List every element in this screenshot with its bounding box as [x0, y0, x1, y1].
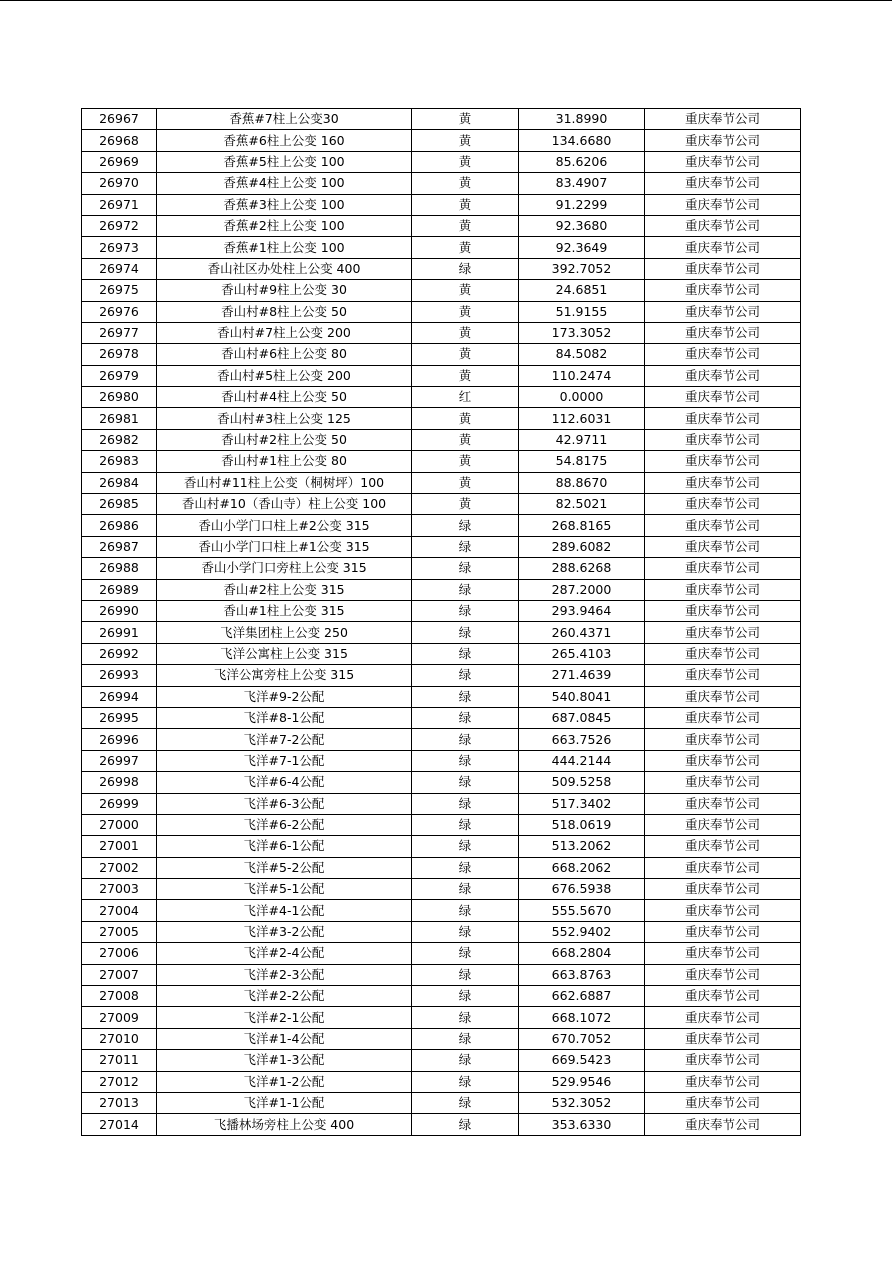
company-cell: 重庆奉节公司 [645, 857, 801, 878]
table-row [82, 173, 801, 194]
value-cell: 676.5938 [519, 879, 645, 900]
transformer-name-cell: 香蕉#7柱上公变30 [157, 109, 412, 130]
value-cell: 287.2000 [519, 579, 645, 600]
value-cell: 0.0000 [519, 387, 645, 408]
transformer-name-cell: 香山#1柱上公变 315 [157, 600, 412, 621]
row-id-cell: 26981 [82, 408, 157, 429]
company-cell: 重庆奉节公司 [645, 322, 801, 343]
status-level-cell: 黄 [412, 301, 519, 322]
table-row [82, 1028, 801, 1049]
value-cell: 555.5670 [519, 900, 645, 921]
transformer-name-cell: 香蕉#1柱上公变 100 [157, 237, 412, 258]
transformer-name-cell: 香山村#3柱上公变 125 [157, 408, 412, 429]
value-cell: 54.8175 [519, 451, 645, 472]
transformer-name-cell: 飞洋#7-1公配 [157, 750, 412, 771]
table-row [82, 322, 801, 343]
transformer-name-cell: 香山村#4柱上公变 50 [157, 387, 412, 408]
status-level-cell: 黄 [412, 215, 519, 236]
status-level-cell: 绿 [412, 558, 519, 579]
status-level-cell: 绿 [412, 515, 519, 536]
value-cell: 668.1072 [519, 1007, 645, 1028]
table-body [82, 109, 801, 1136]
transformer-name-cell: 飞洋#6-4公配 [157, 772, 412, 793]
status-level-cell: 黄 [412, 130, 519, 151]
company-cell: 重庆奉节公司 [645, 836, 801, 857]
value-cell: 134.6680 [519, 130, 645, 151]
company-cell: 重庆奉节公司 [645, 215, 801, 236]
value-cell: 51.9155 [519, 301, 645, 322]
table-row [82, 408, 801, 429]
status-level-cell: 黄 [412, 344, 519, 365]
row-id-cell: 27012 [82, 1071, 157, 1092]
table-row [82, 494, 801, 515]
transformer-name-cell: 飞洋#7-2公配 [157, 729, 412, 750]
table-row [82, 943, 801, 964]
transformer-name-cell: 飞洋#4-1公配 [157, 900, 412, 921]
table-row [82, 686, 801, 707]
company-cell: 重庆奉节公司 [645, 1050, 801, 1071]
company-cell: 重庆奉节公司 [645, 879, 801, 900]
row-id-cell: 27002 [82, 857, 157, 878]
table-row [82, 344, 801, 365]
row-id-cell: 26979 [82, 365, 157, 386]
status-level-cell: 黄 [412, 151, 519, 172]
table-row [82, 964, 801, 985]
row-id-cell: 26973 [82, 237, 157, 258]
table-row [82, 665, 801, 686]
row-id-cell: 26986 [82, 515, 157, 536]
company-cell: 重庆奉节公司 [645, 494, 801, 515]
table-row [82, 707, 801, 728]
row-id-cell: 27007 [82, 964, 157, 985]
transformer-name-cell: 香山村#1柱上公变 80 [157, 451, 412, 472]
transformer-name-cell: 飞洋#2-2公配 [157, 986, 412, 1007]
company-cell: 重庆奉节公司 [645, 729, 801, 750]
transformer-name-cell: 飞洋#5-2公配 [157, 857, 412, 878]
status-level-cell: 绿 [412, 1114, 519, 1135]
value-cell: 110.2474 [519, 365, 645, 386]
company-cell: 重庆奉节公司 [645, 301, 801, 322]
status-level-cell: 绿 [412, 536, 519, 557]
transformer-name-cell: 香蕉#5柱上公变 100 [157, 151, 412, 172]
transformer-name-cell: 飞洋#9-2公配 [157, 686, 412, 707]
row-id-cell: 26984 [82, 472, 157, 493]
row-id-cell: 26967 [82, 109, 157, 130]
table-row [82, 900, 801, 921]
table-row [82, 986, 801, 1007]
transformer-name-cell: 香山村#7柱上公变 200 [157, 322, 412, 343]
transformer-name-cell: 飞洋#2-1公配 [157, 1007, 412, 1028]
status-level-cell: 红 [412, 387, 519, 408]
transformer-name-cell: 香山村#6柱上公变 80 [157, 344, 412, 365]
table-row [82, 814, 801, 835]
transformer-name-cell: 飞洋#6-1公配 [157, 836, 412, 857]
company-cell: 重庆奉节公司 [645, 536, 801, 557]
transformer-name-cell: 香山小学门口柱上#2公变 315 [157, 515, 412, 536]
table-row [82, 258, 801, 279]
table-row [82, 643, 801, 664]
row-id-cell: 26996 [82, 729, 157, 750]
status-level-cell: 绿 [412, 258, 519, 279]
table-row [82, 1114, 801, 1135]
row-id-cell: 27010 [82, 1028, 157, 1049]
transformer-name-cell: 飞洋#2-4公配 [157, 943, 412, 964]
row-id-cell: 27011 [82, 1050, 157, 1071]
company-cell: 重庆奉节公司 [645, 793, 801, 814]
table-row [82, 622, 801, 643]
company-cell: 重庆奉节公司 [645, 194, 801, 215]
transformer-name-cell: 香山村#11柱上公变（桐树坪）100 [157, 472, 412, 493]
value-cell: 82.5021 [519, 494, 645, 515]
value-cell: 260.4371 [519, 622, 645, 643]
company-cell: 重庆奉节公司 [645, 1007, 801, 1028]
status-level-cell: 黄 [412, 429, 519, 450]
value-cell: 540.8041 [519, 686, 645, 707]
row-id-cell: 27003 [82, 879, 157, 900]
row-id-cell: 26995 [82, 707, 157, 728]
company-cell: 重庆奉节公司 [645, 237, 801, 258]
value-cell: 293.9464 [519, 600, 645, 621]
table-row [82, 793, 801, 814]
transformer-name-cell: 飞洋#5-1公配 [157, 879, 412, 900]
company-cell: 重庆奉节公司 [645, 387, 801, 408]
status-level-cell: 绿 [412, 879, 519, 900]
status-level-cell: 绿 [412, 900, 519, 921]
company-cell: 重庆奉节公司 [645, 750, 801, 771]
row-id-cell: 26969 [82, 151, 157, 172]
table-row [82, 194, 801, 215]
value-cell: 662.6887 [519, 986, 645, 1007]
status-level-cell: 绿 [412, 814, 519, 835]
transformer-name-cell: 香山小学门口柱上#1公变 315 [157, 536, 412, 557]
transformer-name-cell: 香山小学门口旁柱上公变 315 [157, 558, 412, 579]
table-row [82, 515, 801, 536]
company-cell: 重庆奉节公司 [645, 1092, 801, 1113]
value-cell: 513.2062 [519, 836, 645, 857]
row-id-cell: 26989 [82, 579, 157, 600]
transformer-name-cell: 飞洋#8-1公配 [157, 707, 412, 728]
table-row [82, 130, 801, 151]
value-cell: 24.6851 [519, 280, 645, 301]
company-cell: 重庆奉节公司 [645, 109, 801, 130]
value-cell: 518.0619 [519, 814, 645, 835]
table-row [82, 579, 801, 600]
row-id-cell: 26997 [82, 750, 157, 771]
value-cell: 663.8763 [519, 964, 645, 985]
status-level-cell: 黄 [412, 237, 519, 258]
company-cell: 重庆奉节公司 [645, 772, 801, 793]
status-level-cell: 绿 [412, 857, 519, 878]
row-id-cell: 26976 [82, 301, 157, 322]
value-cell: 288.6268 [519, 558, 645, 579]
value-cell: 663.7526 [519, 729, 645, 750]
company-cell: 重庆奉节公司 [645, 1114, 801, 1135]
row-id-cell: 26968 [82, 130, 157, 151]
value-cell: 687.0845 [519, 707, 645, 728]
row-id-cell: 27006 [82, 943, 157, 964]
transformer-name-cell: 飞洋#6-3公配 [157, 793, 412, 814]
company-cell: 重庆奉节公司 [645, 622, 801, 643]
status-level-cell: 黄 [412, 173, 519, 194]
value-cell: 668.2062 [519, 857, 645, 878]
status-level-cell: 绿 [412, 729, 519, 750]
transformer-name-cell: 香山村#10（香山寺）柱上公变 100 [157, 494, 412, 515]
table-row [82, 215, 801, 236]
status-level-cell: 黄 [412, 451, 519, 472]
transformer-name-cell: 香山村#5柱上公变 200 [157, 365, 412, 386]
table-row [82, 729, 801, 750]
status-level-cell: 黄 [412, 109, 519, 130]
company-cell: 重庆奉节公司 [645, 964, 801, 985]
transformer-name-cell: 飞洋公寓柱上公变 315 [157, 643, 412, 664]
table-row [82, 772, 801, 793]
row-id-cell: 27000 [82, 814, 157, 835]
row-id-cell: 26978 [82, 344, 157, 365]
table-row [82, 387, 801, 408]
value-cell: 88.8670 [519, 472, 645, 493]
transformer-name-cell: 飞洋#1-4公配 [157, 1028, 412, 1049]
company-cell: 重庆奉节公司 [645, 258, 801, 279]
value-cell: 31.8990 [519, 109, 645, 130]
status-level-cell: 绿 [412, 1050, 519, 1071]
value-cell: 91.2299 [519, 194, 645, 215]
row-id-cell: 27008 [82, 986, 157, 1007]
status-level-cell: 黄 [412, 494, 519, 515]
transformer-name-cell: 飞洋公寓旁柱上公变 315 [157, 665, 412, 686]
status-level-cell: 黄 [412, 194, 519, 215]
company-cell: 重庆奉节公司 [645, 1071, 801, 1092]
company-cell: 重庆奉节公司 [645, 665, 801, 686]
value-cell: 289.6082 [519, 536, 645, 557]
table-row [82, 301, 801, 322]
company-cell: 重庆奉节公司 [645, 814, 801, 835]
row-id-cell: 27001 [82, 836, 157, 857]
company-cell: 重庆奉节公司 [645, 151, 801, 172]
row-id-cell: 26999 [82, 793, 157, 814]
row-id-cell: 26970 [82, 173, 157, 194]
row-id-cell: 26994 [82, 686, 157, 707]
value-cell: 517.3402 [519, 793, 645, 814]
table-row [82, 1071, 801, 1092]
row-id-cell: 27005 [82, 921, 157, 942]
company-cell: 重庆奉节公司 [645, 515, 801, 536]
table-row [82, 921, 801, 942]
table-row [82, 558, 801, 579]
status-level-cell: 黄 [412, 365, 519, 386]
value-cell: 444.2144 [519, 750, 645, 771]
status-level-cell: 黄 [412, 408, 519, 429]
status-level-cell: 绿 [412, 750, 519, 771]
transformer-name-cell: 香蕉#2柱上公变 100 [157, 215, 412, 236]
row-id-cell: 26982 [82, 429, 157, 450]
status-level-cell: 绿 [412, 600, 519, 621]
row-id-cell: 26987 [82, 536, 157, 557]
company-cell: 重庆奉节公司 [645, 921, 801, 942]
status-level-cell: 绿 [412, 1092, 519, 1113]
table-row [82, 857, 801, 878]
company-cell: 重庆奉节公司 [645, 643, 801, 664]
table-row [82, 280, 801, 301]
row-id-cell: 27014 [82, 1114, 157, 1135]
value-cell: 265.4103 [519, 643, 645, 664]
table-row [82, 451, 801, 472]
table-row [82, 237, 801, 258]
transformer-name-cell: 香山村#8柱上公变 50 [157, 301, 412, 322]
table-row [82, 600, 801, 621]
transformer-name-cell: 香山#2柱上公变 315 [157, 579, 412, 600]
company-cell: 重庆奉节公司 [645, 707, 801, 728]
row-id-cell: 26971 [82, 194, 157, 215]
transformer-name-cell: 香蕉#4柱上公变 100 [157, 173, 412, 194]
value-cell: 532.3052 [519, 1092, 645, 1113]
status-level-cell: 绿 [412, 707, 519, 728]
status-level-cell: 绿 [412, 686, 519, 707]
value-cell: 85.6206 [519, 151, 645, 172]
row-id-cell: 26975 [82, 280, 157, 301]
value-cell: 668.2804 [519, 943, 645, 964]
value-cell: 92.3649 [519, 237, 645, 258]
row-id-cell: 26988 [82, 558, 157, 579]
company-cell: 重庆奉节公司 [645, 451, 801, 472]
company-cell: 重庆奉节公司 [645, 280, 801, 301]
value-cell: 42.9711 [519, 429, 645, 450]
transformer-name-cell: 飞洋#1-2公配 [157, 1071, 412, 1092]
row-id-cell: 26992 [82, 643, 157, 664]
row-id-cell: 26983 [82, 451, 157, 472]
status-level-cell: 绿 [412, 943, 519, 964]
row-id-cell: 26974 [82, 258, 157, 279]
row-id-cell: 26991 [82, 622, 157, 643]
status-level-cell: 绿 [412, 665, 519, 686]
company-cell: 重庆奉节公司 [645, 429, 801, 450]
company-cell: 重庆奉节公司 [645, 472, 801, 493]
value-cell: 670.7052 [519, 1028, 645, 1049]
company-cell: 重庆奉节公司 [645, 365, 801, 386]
table-row [82, 750, 801, 771]
status-level-cell: 绿 [412, 643, 519, 664]
value-cell: 83.4907 [519, 173, 645, 194]
status-level-cell: 绿 [412, 772, 519, 793]
table-row [82, 472, 801, 493]
status-level-cell: 黄 [412, 472, 519, 493]
row-id-cell: 26993 [82, 665, 157, 686]
data-table [81, 108, 801, 1136]
value-cell: 112.6031 [519, 408, 645, 429]
value-cell: 669.5423 [519, 1050, 645, 1071]
table-row [82, 1050, 801, 1071]
value-cell: 529.9546 [519, 1071, 645, 1092]
status-level-cell: 绿 [412, 622, 519, 643]
transformer-name-cell: 飞洋#1-3公配 [157, 1050, 412, 1071]
company-cell: 重庆奉节公司 [645, 986, 801, 1007]
company-cell: 重庆奉节公司 [645, 1028, 801, 1049]
table-row [82, 151, 801, 172]
status-level-cell: 黄 [412, 322, 519, 343]
status-level-cell: 绿 [412, 836, 519, 857]
status-level-cell: 绿 [412, 579, 519, 600]
value-cell: 552.9402 [519, 921, 645, 942]
table-row [82, 536, 801, 557]
table-row [82, 1007, 801, 1028]
value-cell: 353.6330 [519, 1114, 645, 1135]
company-cell: 重庆奉节公司 [645, 130, 801, 151]
row-id-cell: 26998 [82, 772, 157, 793]
value-cell: 84.5082 [519, 344, 645, 365]
value-cell: 268.8165 [519, 515, 645, 536]
transformer-name-cell: 香蕉#6柱上公变 160 [157, 130, 412, 151]
status-level-cell: 绿 [412, 1007, 519, 1028]
company-cell: 重庆奉节公司 [645, 558, 801, 579]
company-cell: 重庆奉节公司 [645, 943, 801, 964]
transformer-name-cell: 香蕉#3柱上公变 100 [157, 194, 412, 215]
status-level-cell: 绿 [412, 921, 519, 942]
table-row [82, 1092, 801, 1113]
status-level-cell: 黄 [412, 280, 519, 301]
table-row [82, 879, 801, 900]
value-cell: 271.4639 [519, 665, 645, 686]
row-id-cell: 26980 [82, 387, 157, 408]
row-id-cell: 27009 [82, 1007, 157, 1028]
company-cell: 重庆奉节公司 [645, 408, 801, 429]
status-level-cell: 绿 [412, 1028, 519, 1049]
row-id-cell: 27004 [82, 900, 157, 921]
row-id-cell: 26977 [82, 322, 157, 343]
company-cell: 重庆奉节公司 [645, 344, 801, 365]
status-level-cell: 绿 [412, 964, 519, 985]
value-cell: 173.3052 [519, 322, 645, 343]
transformer-name-cell: 飞洋#1-1公配 [157, 1092, 412, 1113]
table-row [82, 109, 801, 130]
row-id-cell: 26972 [82, 215, 157, 236]
transformer-name-cell: 飞洋#6-2公配 [157, 814, 412, 835]
value-cell: 392.7052 [519, 258, 645, 279]
status-level-cell: 绿 [412, 793, 519, 814]
company-cell: 重庆奉节公司 [645, 579, 801, 600]
row-id-cell: 26990 [82, 600, 157, 621]
value-cell: 92.3680 [519, 215, 645, 236]
status-level-cell: 绿 [412, 986, 519, 1007]
page-top-rule [0, 0, 892, 1]
table-row [82, 836, 801, 857]
transformer-name-cell: 飞播林场旁柱上公变 400 [157, 1114, 412, 1135]
value-cell: 509.5258 [519, 772, 645, 793]
company-cell: 重庆奉节公司 [645, 600, 801, 621]
row-id-cell: 26985 [82, 494, 157, 515]
row-id-cell: 27013 [82, 1092, 157, 1113]
company-cell: 重庆奉节公司 [645, 686, 801, 707]
transformer-name-cell: 香山村#2柱上公变 50 [157, 429, 412, 450]
status-level-cell: 绿 [412, 1071, 519, 1092]
table-row [82, 429, 801, 450]
transformer-name-cell: 香山村#9柱上公变 30 [157, 280, 412, 301]
transformer-name-cell: 飞洋集团柱上公变 250 [157, 622, 412, 643]
company-cell: 重庆奉节公司 [645, 173, 801, 194]
transformer-name-cell: 香山社区办处柱上公变 400 [157, 258, 412, 279]
transformer-name-cell: 飞洋#3-2公配 [157, 921, 412, 942]
company-cell: 重庆奉节公司 [645, 900, 801, 921]
transformer-name-cell: 飞洋#2-3公配 [157, 964, 412, 985]
table-row [82, 365, 801, 386]
